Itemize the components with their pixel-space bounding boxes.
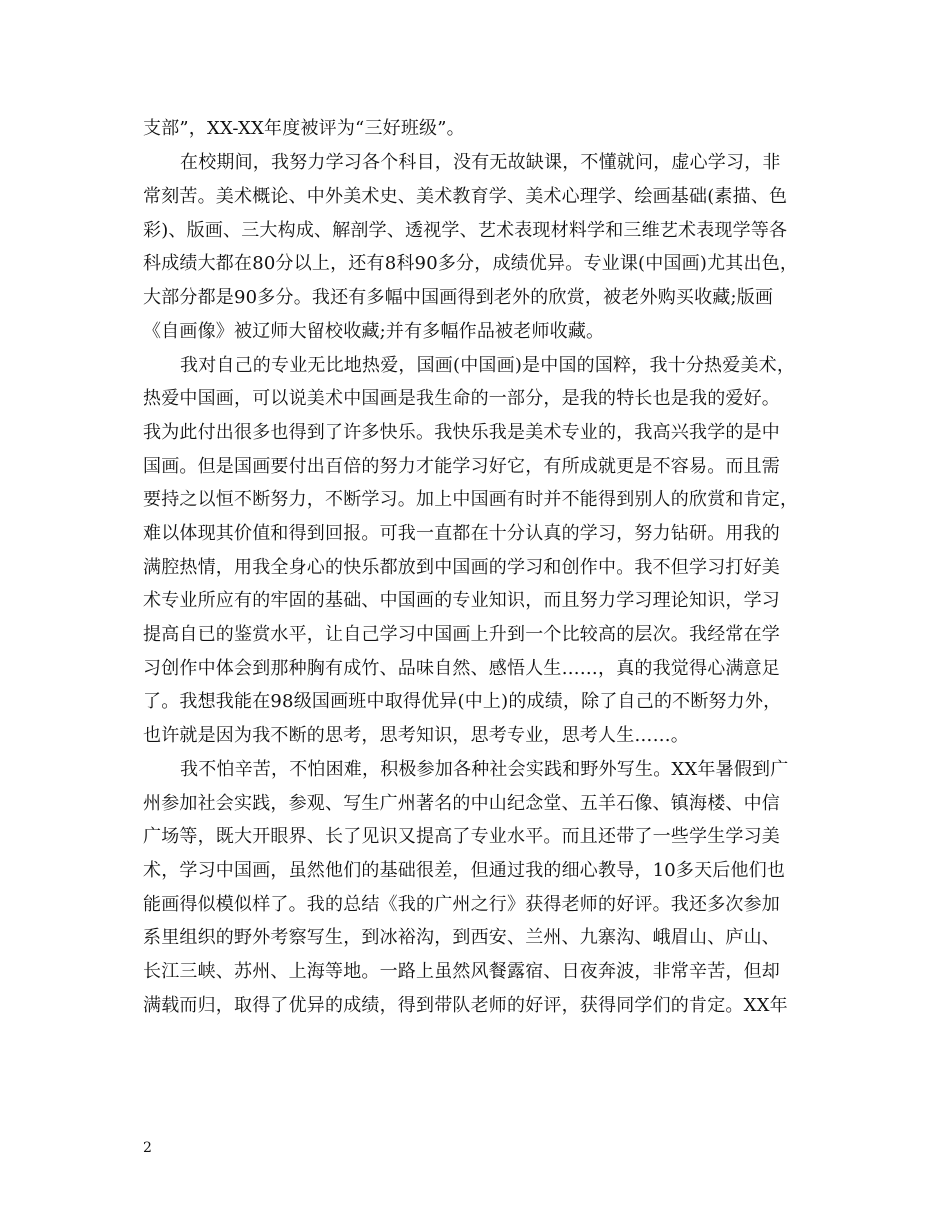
text-line: 满腔热情，用我全身心的快乐都放到中国画的学习和创作中。我不但学习打好美: [143, 557, 780, 578]
text-line: 科成绩大都在80分以上，还有8科90多分，成绩优异。专业课(中国画)尤其出色，: [143, 253, 799, 274]
text-line: 我为此付出很多也得到了许多快乐。我快乐我是美术专业的，我高兴我学的是中: [143, 422, 780, 443]
text-line: 《自画像》被辽师大留校收藏;并有多幅作品被老师收藏。: [143, 321, 605, 342]
text-line: 要持之以恒不断努力，不断学习。加上中国画有时并不能得到别人的欣赏和肯定，: [143, 489, 799, 510]
text-line: 广场等，既大开眼界、长了见识又提高了专业水平。而且还带了一些学生学习美: [143, 826, 780, 847]
paragraph-start-line: 我对自己的专业无比地热爱，国画(中国画)是中国的国粹，我十分热爱美术，: [180, 355, 796, 376]
page-number: 2: [143, 1140, 152, 1156]
text-line: 提高自已的鉴赏水平，让自己学习中国画上升到一个比较高的层次。我经常在学: [143, 624, 780, 645]
text-line: 满载而归，取得了优异的成绩，得到带队老师的好评，获得同学们的肯定。XX年: [143, 995, 788, 1016]
text-line: 彩)、版画、三大构成、解剖学、透视学、艺术表现材料学和三维艺术表现学等各: [143, 220, 788, 241]
text-line: 能画得似模似样了。我的总结《我的广州之行》获得老师的好评。我还多次参加: [143, 894, 780, 915]
paragraph-start-line: 我不怕辛苦，不怕困难，积极参加各种社会实践和野外写生。XX年暑假到广: [180, 759, 789, 780]
text-line: 系里组织的野外考察写生，到冰裕沟，到西安、兰州、九寨沟、峨眉山、庐山、: [143, 927, 780, 948]
text-line: 习创作中体会到那种胸有成竹、品味自然、感悟人生……，真的我觉得心满意足: [143, 658, 780, 679]
text-line: 长江三峡、苏州、上海等地。一路上虽然风餐露宿、日夜奔波，非常辛苦，但却: [143, 961, 780, 982]
text-line: 术专业所应有的牢固的基础、中国画的专业知识，而且努力学习理论知识，学习: [143, 590, 780, 611]
text-line: 州参加社会实践，参观、写生广州著名的中山纪念堂、五羊石像、镇海楼、中信: [143, 793, 780, 814]
text-line: 了。我想我能在98级国画班中取得优异(中上)的成绩，除了自己的不断努力外，: [143, 691, 782, 712]
text-line: 国画。但是国画要付出百倍的努力才能学习好它，有所成就更是不容易。而且需: [143, 456, 780, 477]
text-line: 难以体现其价值和得到回报。可我一直都在十分认真的学习，努力钻研。用我的: [143, 523, 780, 544]
text-line: 大部分都是90多分。我还有多幅中国画得到老外的欣赏，被老外购买收藏;版画: [143, 287, 774, 308]
text-line: 支部”，XX-XX年度被评为“三好班级”。: [143, 118, 465, 139]
text-line: 术，学习中国画，虽然他们的基础很差，但通过我的细心教导，10多天后他们也: [143, 860, 786, 881]
text-line: 常刻苦。美术概论、中外美术史、美术教育学、美术心理学、绘画基础(素描、色: [143, 186, 788, 207]
text-line: 也许就是因为我不断的思考，思考知识，思考专业，思考人生……。: [143, 725, 689, 746]
paragraph-start-line: 在校期间，我努力学习各个科目，没有无故缺课，不懂就问，虚心学习，非: [180, 152, 781, 173]
text-line: 热爱中国画，可以说美术中国画是我生命的一部分，是我的特长也是我的爱好。: [143, 388, 780, 409]
